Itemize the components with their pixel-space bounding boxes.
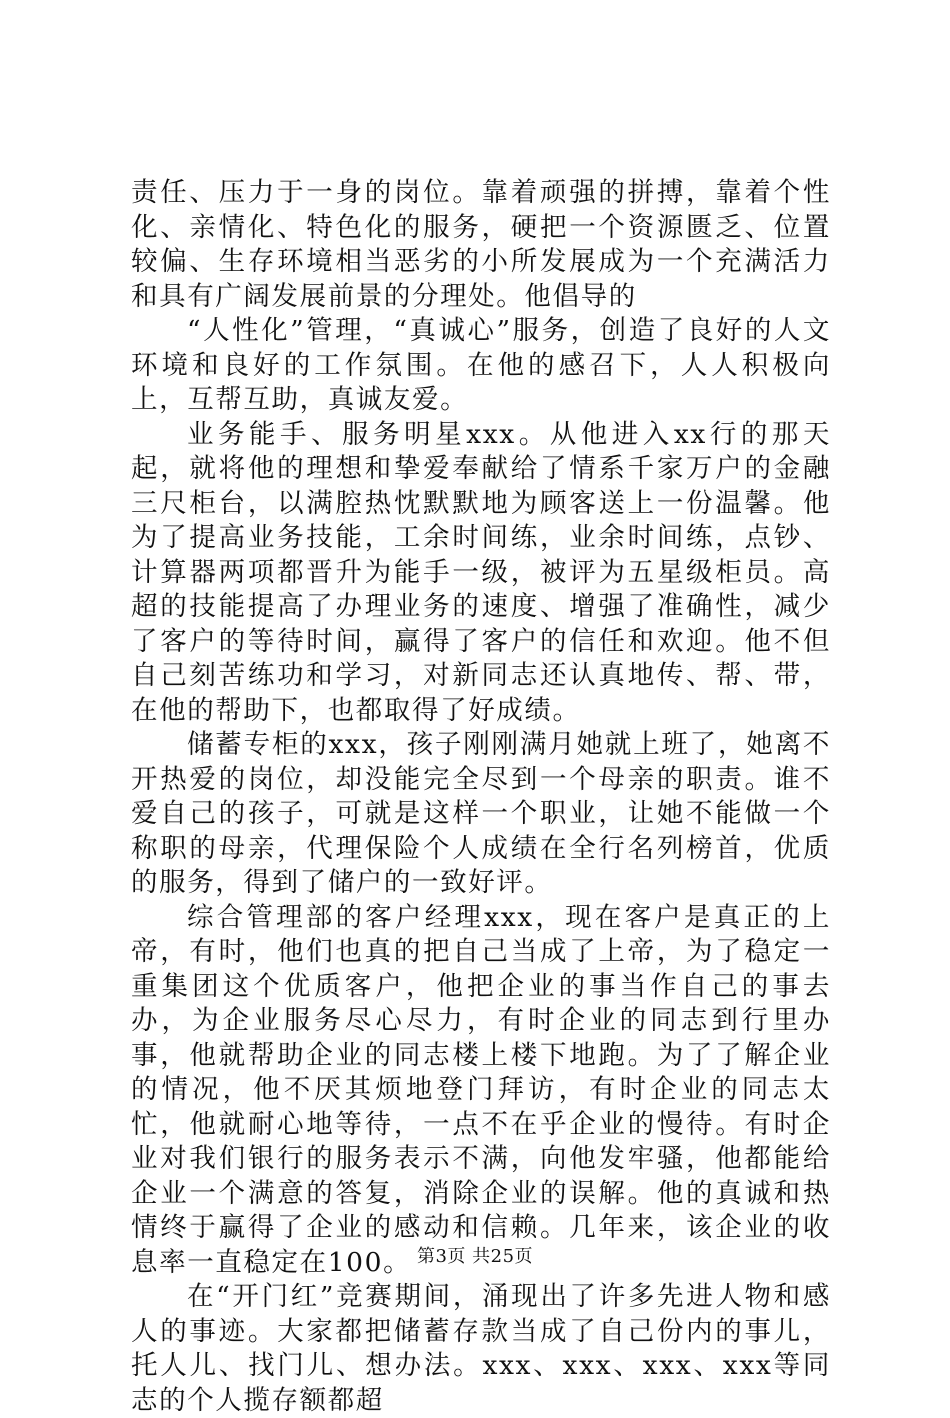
paragraph-4: 储蓄专柜的xxx，孩子刚刚满月她就上班了，她离不开热爱的岗位，却没能完全尽到一个母亲的职责。谁不爱自己的孩子，可就是这样一个职业，让她不能做一个称职的母亲，代理保险个人成绩在全行名列榜首，优质的服务，得到了储户的一致好评。: [131, 729, 831, 898]
paragraph-2: “人性化”管理，“真诚心”服务，创造了良好的人文环境和良好的工作氛围。在他的感召下，人人积极向上，互帮互助，真诚友爱。: [131, 315, 831, 415]
page-footer: 第3页 共25页: [416, 1246, 534, 1267]
paragraph-5: 综合管理部的客户经理xxx，现在客户是真正的上帝，有时，他们也真的把自己当成了上帝，为了稳定一重集团这个优质客户，他把企业的事当作自己的事去办，为企业服务尽心尽力，有时企业的同志到行里办事，他就帮助企业的同志楼上楼下地跑。为了了解企业的情况，他不厌其烦地登门拜访，有时企业的同志太忙，他就耐心地等待，一点不在乎企业的慢待。有时企业对我们银行的服务表示不满，向他发牢骚，他都能给企业一个满意的答复，消除企业的误解。他的真诚和热情终于赢得了企业的感动和信赖。几年来，该企业的收息率一直稳定在100。: [131, 901, 831, 1278]
document-body: [131, 176, 831, 1418]
paragraph-6: 在“开门红”竞赛期间，涌现出了许多先进人物和感人的事迹。大家都把储蓄存款当成了自己份内的事儿，托人儿、找门儿、想办法。xxx、xxx、xxx、xxx等同志的个人揽存额都超: [131, 1281, 831, 1416]
paragraph-3: 业务能手、服务明星xxx。从他进入xx行的那天起，就将他的理想和挚爱奉献给了情系千家万户的金融三尺柜台，以满腔热忱默默地为顾客送上一份温馨。他为了提高业务技能，工余时间练，业余时间练，点钞、计算器两项都晋升为能手一级，被评为五星级柜员。高超的技能提高了办理业务的速度、增强了准确性，减少了客户的等待时间，赢得了客户的信任和欢迎。他不但自己刻苦练功和学习，对新同志还认真地传、帮、带，在他的帮助下，也都取得了好成绩。: [131, 418, 831, 726]
paragraph-1: 责任、压力于一身的岗位。靠着顽强的拼搏，靠着个性化、亲情化、特色化的服务，硬把一个资源匮乏、位置较偏、生存环境相当恶劣的小所发展成为一个充满活力和具有广阔发展前景的分理处。他倡导的: [131, 177, 831, 312]
